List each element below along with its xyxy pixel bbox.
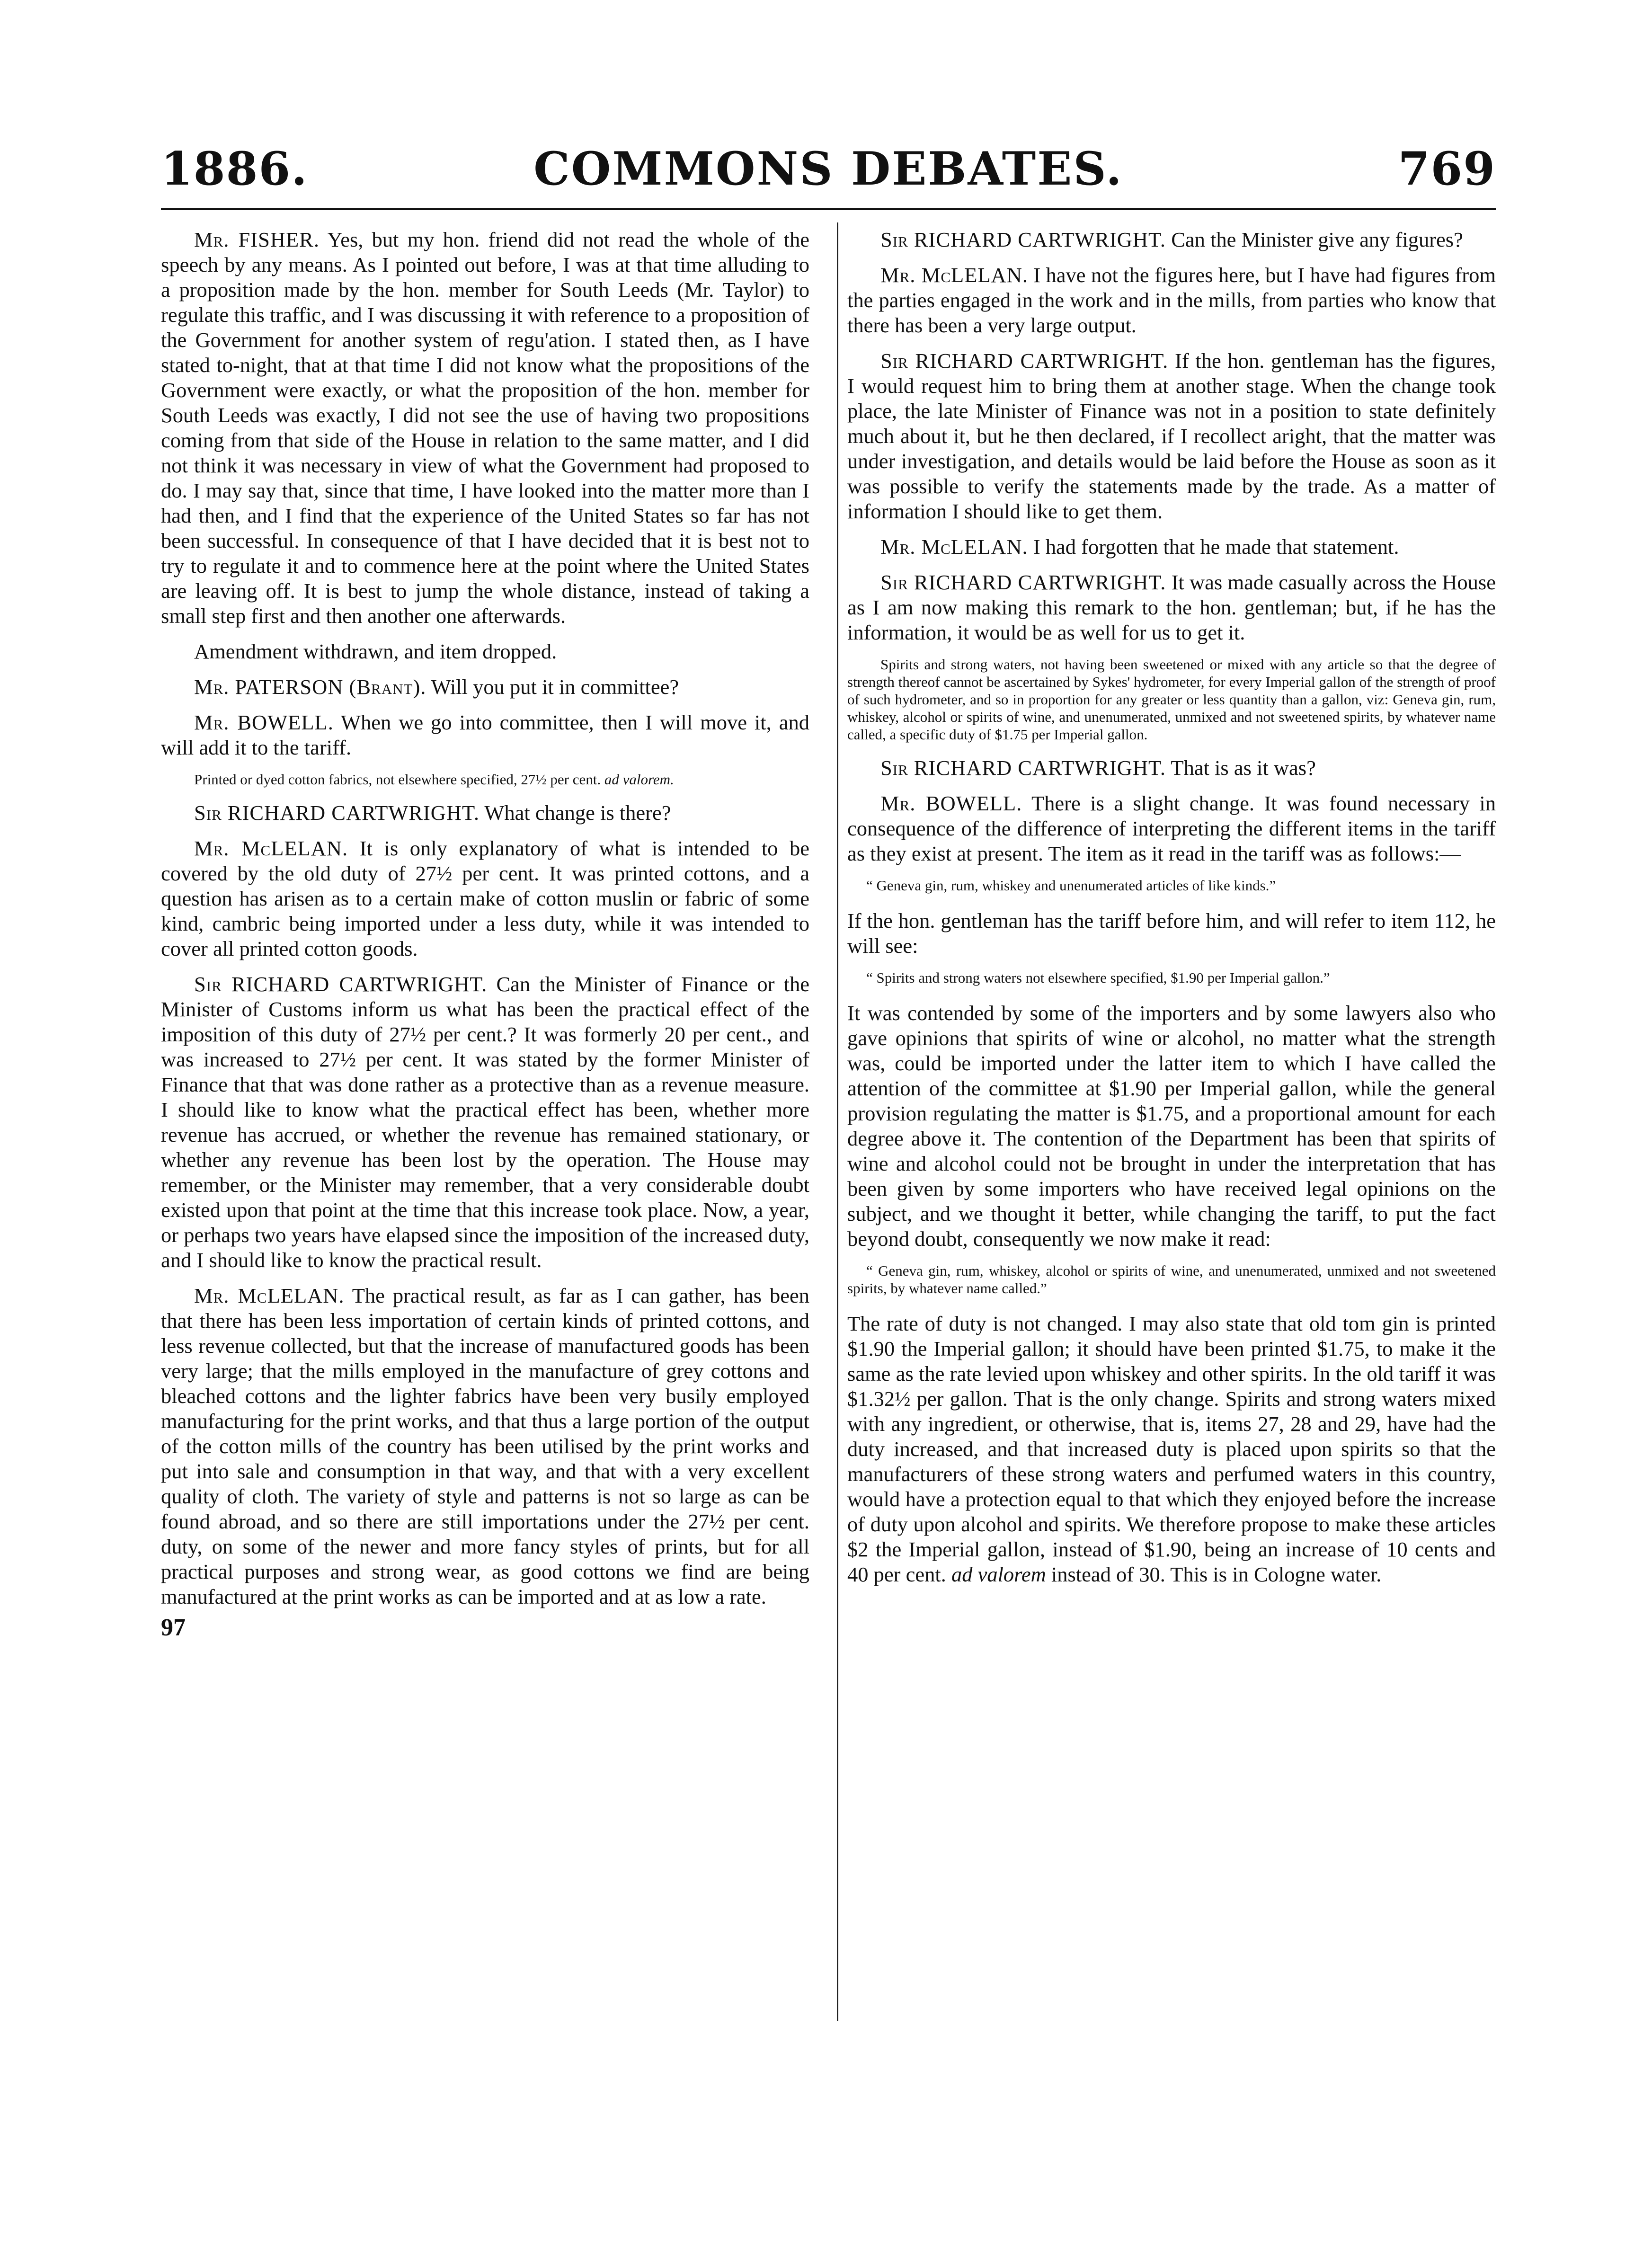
speaker-name: Sir RICHARD CARTWRIGHT. [880,228,1166,251]
speaker-name: Mr. McLELAN. [880,535,1028,559]
tariff-quote: “ Geneva gin, rum, whiskey, alcohol or spirits of wine, and unenumerated, unmixed and not sweetened spirits, by whatever name called.” [847,1262,1496,1296]
paragraph-text: There is a slight change. It was found necessary in consequence of the difference of interpreting the different items in the tariff as they exist at present. The item as it read in the tariff was as follows:— [847,791,1496,865]
paragraph [847,263,1496,338]
paragraph-text: Will you put it in committee? [426,675,679,699]
paragraph-text: Can the Minister give any figures? [1166,228,1463,251]
paragraph [847,1001,1496,1252]
paragraph [161,675,809,700]
paragraph-text: When we go into committee, then I will move it, and will add it to the tariff. [161,710,809,759]
tariff-item [847,656,1496,743]
paragraph [847,791,1496,866]
page-header [161,142,1496,218]
speaker-name: Sir RICHARD CARTWRIGHT. [194,972,488,996]
header-rule [161,208,1496,210]
paragraph-text: instead of 30. This is in Cologne water. [1046,1563,1382,1586]
paragraph-text: If the hon. gentleman has the tariff before him, and will refer to item 112, he will see: [847,909,1496,958]
column-divider [837,222,838,2021]
right-column [847,227,1496,1598]
tariff-quote: “ Spirits and strong waters not elsewhere specified, $1.90 per Imperial gallon.” [866,969,1330,986]
speaker-name: Mr. PATERSON (Brant). [194,675,426,699]
paragraph [161,972,809,1273]
signature-mark: 97 [161,1614,186,1641]
paragraph [847,755,1496,781]
paragraph [161,639,809,664]
paragraph [847,908,1496,959]
tariff-item [161,771,809,788]
paragraph-text: The practical result, as far as I can gather, has been that there has been less importation of certain kinds of printed cottons, and less revenue collected, but that the increase of manufactured goods has been very large; that the mills employed in the manufacture of grey cottons and bleached cottons and the lighter fabrics have been very busily employed manufacturing for the print works, and that thus a large portion of the output of the cotton mills of the country has been utilised by the print works and put into sale and consumption in that way, and that with a very excellent quality of cloth. The variety of style and patterns is not so large as can be found abroad, and so there are still importations under the 27½ per cent. duty, on some of the newer and more fancy styles of prints, but for all practical purposes and strong wear, as good cottons we find are being manufactured at the print works as can be imported and at as low a rate. [161,1284,810,1608]
speaker-name: Mr. BOWELL. [880,791,1022,815]
paragraph [161,710,809,760]
paragraph-text: It is only explanatory of what is intended to be covered by the old duty of 27½ per cent. It was printed cottons, and a question has arisen as to a certain make of cotton muslin or fabric of some kind, cambric being imported under a less duty, while it was intended to cover all printed cotton goods. [161,836,810,960]
paragraph-text: Yes, but my hon. friend did not read the whole of the speech by any means. As I pointed out before, I was at that time alluding to a proposition made by the hon. member for South Leeds (Mr. Taylor) to regulate this traffic, and I was discussing it with reference to a proposition of the Government for another system of regu'ation. I stated then, as I have stated to-night, that at that time I did not know what the propositions of the Government were exactly, or what the proposition of the hon. member for South Leeds was exactly, I did not see the use of having two propositions coming from that side of the House in relation to the same matter, and I did not think it was necessary in view of what the Government had proposed to do. I may say that, since that time, I have looked into the matter more than I had then, and I find that the experience of the United States so far has not been successful. In consequence of that I have decided that it is best not to try to regulate it and to commence here at the point where the United States are leaving off. It is best to jump the whole distance, instead of taking a small step first and then another one afterwards. [161,228,809,628]
speaker-name: Mr. McLELAN. [194,1284,345,1307]
paragraph [161,836,809,961]
italic-term: ad valorem [951,1563,1046,1586]
speaker-name: Mr. FISHER. [194,228,320,251]
speaker-name: Sir RICHARD CARTWRIGHT. [880,570,1166,594]
paragraph [847,1311,1496,1587]
speaker-name: Sir RICHARD CARTWRIGHT. [194,801,480,825]
tariff-item-text: Printed or dyed cotton fabrics, not elsewhere specified, 27½ per cent. [194,771,601,788]
paragraph-text: If the hon. gentleman has the figures, I would request him to bring them at another stage. When the change took place, the late Minister of Finance was not in a position to state definitely much about it, but he then declared, if I recollect aright, that the matter was under investigation, and details would be laid before the House as soon as it was possible to verify the statements made by the trade. As a matter of information I should like to get them. [847,349,1496,523]
paragraph-text: That is as it was? [1166,756,1316,780]
paragraph [847,534,1496,559]
tariff-item-text: Spirits and strong waters, not having been sweetened or mixed with any article so that the degree of strength thereof cannot be ascertained by Sykes' hydrometer, for every Imperial gallon of the strength of proof of such hydrometer, and so in proportion for any greater or less quantity than a gallon, viz: Geneva gin, rum, whiskey, alcohol or spirits of wine, and unenumerated, unmixed and not sweetened spirits, by whatever name called, a specific duty of $1.75 per Imperial gallon. [847,656,1496,743]
header-page-number: 769 [1398,142,1496,195]
header-year: 1886. [161,142,308,195]
paragraph [161,800,809,826]
paragraph-text: Amendment withdrawn, and item dropped. [194,639,557,663]
paragraph-text: It was made casually across the House as I am now making this remark to the hon. gentleman; but, if he has the information, it would be as well for us to get it. [847,570,1496,644]
paragraph-text: Can the Minister of Finance or the Minister of Customs inform us what has been the practical effect of the imposition of this duty of 27½ per cent.? It was formerly 20 per cent., and was increased to 27½ per cent. It was stated by the former Minister of Finance that that was done rather as a protective than as a revenue measure. I should like to know what the practical effect has been, whether more revenue has accrued, or whether the revenue has remained stationary, or whether any revenue has been lost by the operation. The House may remember, or the Minister may remember, that a very considerable doubt existed upon that point at the time that this increase took place. Now, a year, or perhaps two years have elapsed since the imposition of the increased duty, and I should like to know the practical result. [161,972,810,1272]
paragraph [847,348,1496,524]
tariff-quote: “ Geneva gin, rum, whiskey and unenumerated articles of like kinds.” [866,877,1276,894]
paragraph [847,227,1496,252]
publication-title: COMMONS DEBATES. [533,142,1123,195]
speaker-name: Sir RICHARD CARTWRIGHT. [880,349,1169,373]
speaker-name: Mr. BOWELL. [194,710,334,734]
paragraph-text: The rate of duty is not changed. I may also state that old tom gin is printed $1.90 the Imperial gallon; it should have been printed $1.75, to make it the same as the rate levied upon whiskey and other spirits. In the old tariff it was $1.32½ per gallon. That is the only change. Spirits and strong waters mixed with any ingredient, or otherwise, that is, items 27, 28 and 29, have had the duty increased, and that increased duty is placed upon spirits so that the manufacturers of these strong waters and perfumed waters in this country, would have a protection equal to that which they enjoyed before the increase of duty upon alcohol and spirits. We therefore propose to make these articles $2 the Imperial gallon, instead of $1.90, being an increase of 10 cents and 40 per cent. [847,1312,1496,1586]
speaker-name: Sir RICHARD CARTWRIGHT. [880,756,1166,780]
paragraph-text: I have not the figures here, but I have had figures from the parties engaged in the work and in the mills, from parties who know that there has been a very large output. [847,263,1496,337]
speaker-name: Mr. McLELAN. [194,836,348,860]
paragraph-text: What change is there? [480,801,671,825]
left-column [161,227,809,1651]
paragraph [161,1283,809,1609]
paragraph [161,227,809,629]
paragraph-text: It was contended by some of the importers and by some lawyers also who gave opinions that spirits of wine or alcohol, no matter what the strength was, could be imported under the latter item to which I have called the attention of the committee at $1.90 per Imperial gallon, while the general provision regulating the matter is $1.75, and a proportional amount for each degree above it. The contention of the Department has been that spirits of wine and alcohol could not be brought in under the interpretation that has been given by some importers who have received legal opinions on the subject, and we thought it better, while changing the tariff, to put the fact beyond doubt, consequently we now make it read: [847,1001,1496,1251]
speaker-name: Mr. McLELAN. [880,263,1028,287]
tariff-item-italic: ad valorem. [604,771,674,788]
paragraph [847,570,1496,645]
paragraph-text: I had forgotten that he made that statement. [1028,535,1399,559]
